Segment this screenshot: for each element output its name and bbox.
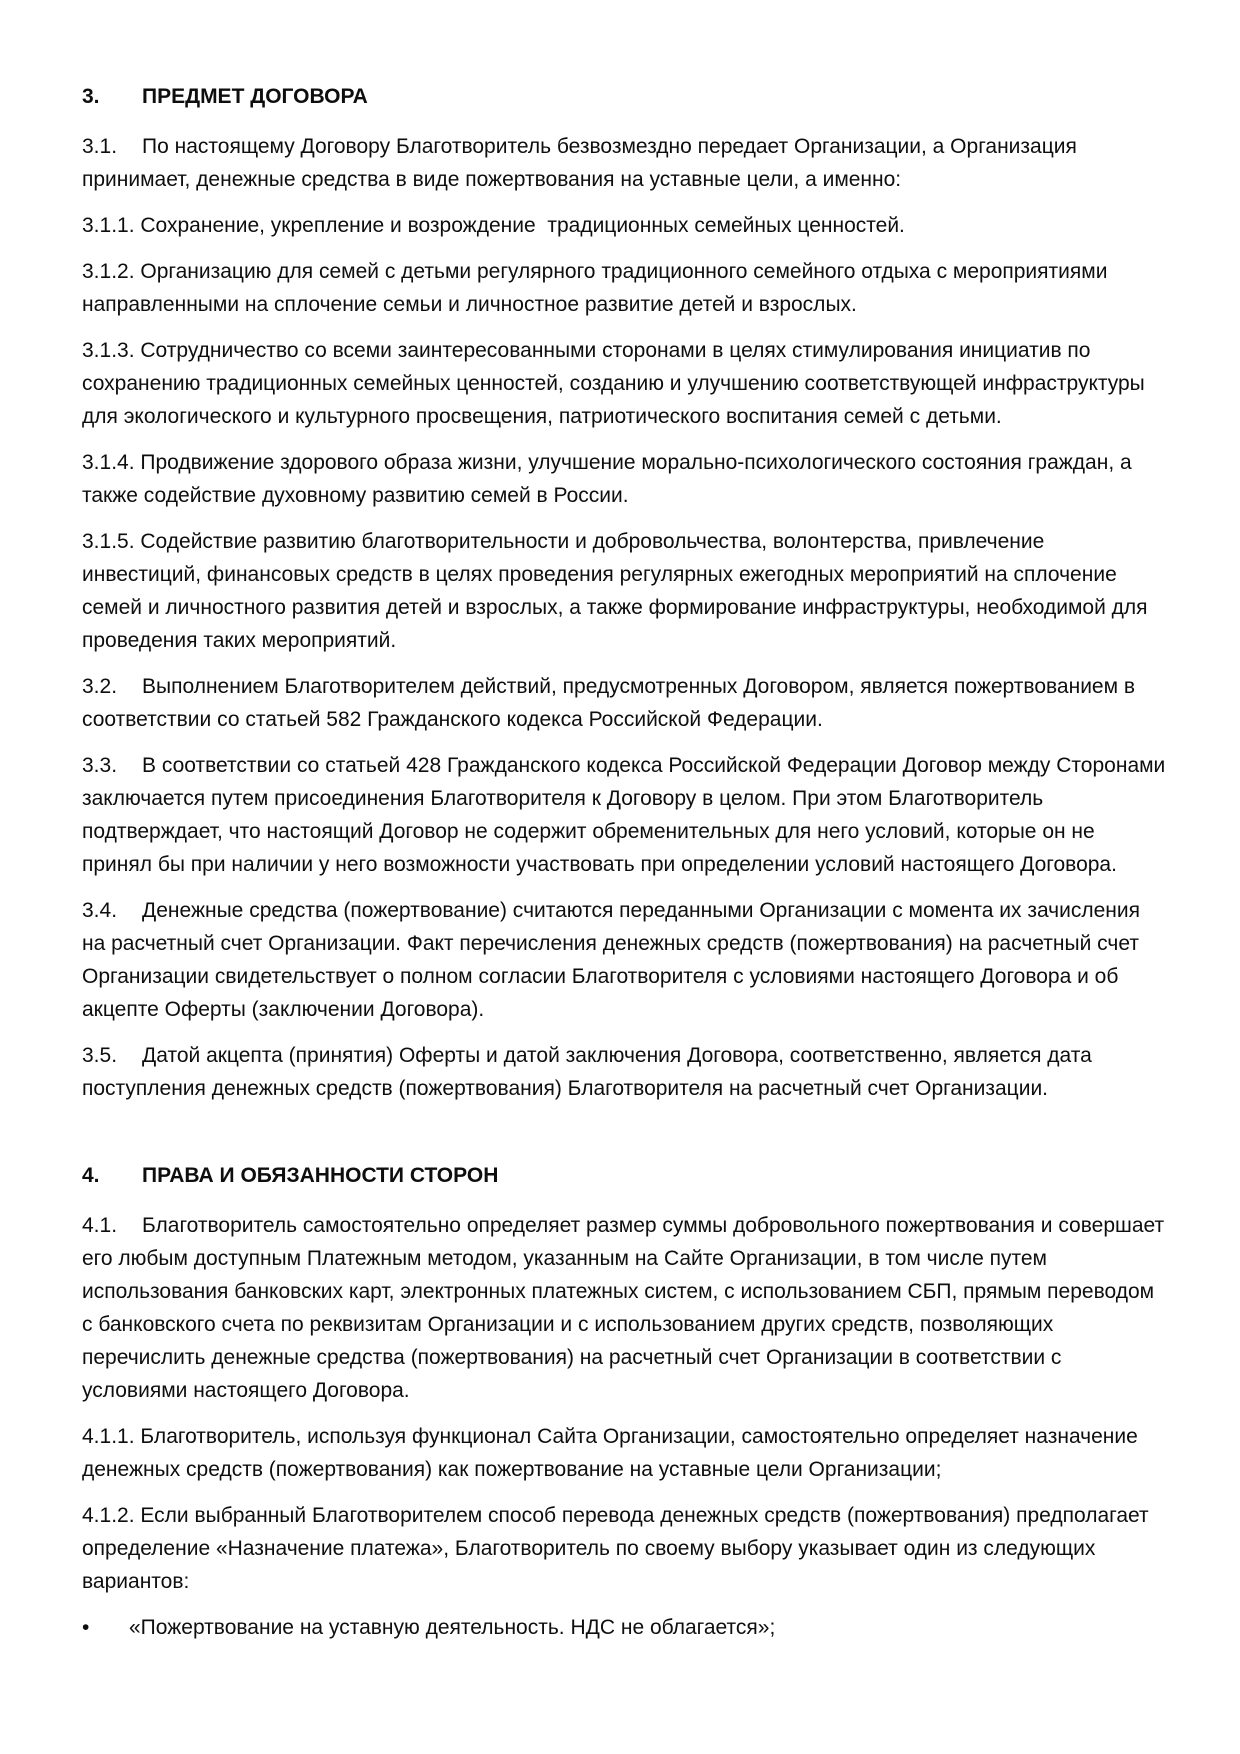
clause-text: Благотворитель, используя функционал Сайта Организации, самостоятельно определяет назначение денежных средств (пожертвования) как пожертвование на уставные цели Организации; bbox=[82, 1425, 1144, 1481]
clause-4-1-1 bbox=[82, 1420, 1166, 1486]
clause-3-1 bbox=[82, 130, 1166, 196]
clause-text: В соответствии со статьей 428 Гражданского кодекса Российской Федерации Договор между Сторонами заключается путем присоединения Благотворителя к Договору в целом. При этом Благотворитель подтверждает, что настоящий Договор не содержит обременительных для него условий, которые он не принял бы при наличии у него возможности участвовать при определении условий настоящего Договора. bbox=[82, 754, 1172, 876]
clause-text: Организацию для семей с детьми регулярного традиционного семейного отдыха с мероприятиями направленными на сплочение семьи и личностное развитие детей и взрослых. bbox=[82, 260, 1114, 316]
clause-text: Датой акцепта (принятия) Оферты и датой заключения Договора, соответственно, является дата поступления денежных средств (пожертвования) Благотворителя на расчетный счет Организации. bbox=[82, 1044, 1098, 1100]
clause-text: Сотрудничество со всеми заинтересованными сторонами в целях стимулирования инициатив по сохранению традиционных семейных ценностей, созданию и улучшению соответствующей инфраструктуры для экологического и культурного просвещения, патриотического воспитания семей с детьми. bbox=[82, 339, 1151, 428]
clause-3-1-5 bbox=[82, 525, 1166, 657]
clause-4-1 bbox=[82, 1209, 1170, 1407]
clause-number: 3.1.2. bbox=[82, 260, 135, 283]
section-number: 4. bbox=[82, 1164, 100, 1187]
clause-3-1-2 bbox=[82, 255, 1166, 321]
clause-text: Сохранение, укрепление и возрождение традиционных семейных ценностей. bbox=[140, 214, 905, 237]
section-3-heading bbox=[82, 80, 1166, 113]
clause-number: 4.1.1. bbox=[82, 1425, 135, 1448]
clause-3-1-3 bbox=[82, 334, 1166, 433]
clause-number: 3.3. bbox=[82, 754, 118, 777]
section-prava-i-obyazannosti bbox=[82, 1159, 1170, 1644]
section-title: ПРЕДМЕТ ДОГОВОРА bbox=[142, 85, 368, 108]
clause-number: 3.1. bbox=[82, 135, 118, 158]
clause-number: 3.1.3. bbox=[82, 339, 135, 362]
clause-number: 3.2. bbox=[82, 675, 118, 698]
clause-number: 3.5. bbox=[82, 1044, 118, 1067]
bullet-item bbox=[82, 1611, 1166, 1644]
clause-3-4 bbox=[82, 894, 1166, 1026]
clause-text: Благотворитель самостоятельно определяет размер суммы добровольного пожертвования и совершает его любым доступным Платежным методом, указанным на Сайте Организации, в том числе путем использования банковских карт, электронных платежных систем, с использованием СБП, прямым переводом с банковского счета по реквизитам Организации и с использованием других средств, позволяющих перечислить денежные средства (пожертвования) на расчетный счет Организации в соответствии с условиями настоящего Договора. bbox=[82, 1214, 1170, 1402]
clause-text: Выполнением Благотворителем действий, предусмотренных Договором, является пожертвованием в соответствии со статьей 582 Гражданского кодекса Российской Федерации. bbox=[82, 675, 1141, 731]
clause-number: 3.1.1. bbox=[82, 214, 135, 237]
clause-text: Денежные средства (пожертвование) считаются переданными Организации с момента их зачисления на расчетный счет Организации. Факт перечисления денежных средств (пожертвования) на расчетный счет Организации свидетельствует о полном согласии Благотворителя с условиями настоящего Договора и об акцепте Оферты (заключении Договора). bbox=[82, 899, 1146, 1021]
bullet-marker: • bbox=[82, 1616, 90, 1639]
clause-text: Содействие развитию благотворительности и добровольчества, волонтерства, привлечение инвестиций, финансовых средств в целях проведения регулярных ежегодных мероприятий на сплочение семей и личностного развития детей и взрослых, а также формирование инфраструктуры, необходимой для проведения таких мероприятий. bbox=[82, 530, 1154, 652]
section-predmet-dogovora bbox=[82, 80, 1172, 1105]
clause-4-1-2 bbox=[82, 1499, 1166, 1598]
section-4-heading bbox=[82, 1159, 1166, 1192]
section-number: 3. bbox=[82, 85, 100, 108]
clause-3-2 bbox=[82, 670, 1166, 736]
clause-text: Если выбранный Благотворителем способ перевода денежных средств (пожертвования) предполагает определение «Назначение платежа», Благотворитель по своему выбору указывает один из следующих вариантов: bbox=[82, 1504, 1155, 1593]
clause-number: 3.4. bbox=[82, 899, 118, 922]
clause-number: 4.1. bbox=[82, 1214, 118, 1237]
clause-3-1-4 bbox=[82, 446, 1166, 512]
bullet-text: «Пожертвование на уставную деятельность. НДС не облагается»; bbox=[129, 1616, 776, 1639]
clause-3-3 bbox=[82, 749, 1172, 881]
clause-text: По настоящему Договору Благотворитель безвозмездно передает Организации, а Организация принимает, денежные средства в виде пожертвования на уставные цели, а именно: bbox=[82, 135, 1083, 191]
clause-3-1-1 bbox=[82, 209, 1166, 242]
clause-3-5 bbox=[82, 1039, 1166, 1105]
clause-number: 3.1.5. bbox=[82, 530, 135, 553]
clause-number: 4.1.2. bbox=[82, 1504, 135, 1527]
section-title: ПРАВА И ОБЯЗАННОСТИ СТОРОН bbox=[142, 1164, 499, 1187]
clause-number: 3.1.4. bbox=[82, 451, 135, 474]
clause-text: Продвижение здорового образа жизни, улучшение морально-психологического состояния граждан, а также содействие духовному развитию семей в России. bbox=[82, 451, 1138, 507]
